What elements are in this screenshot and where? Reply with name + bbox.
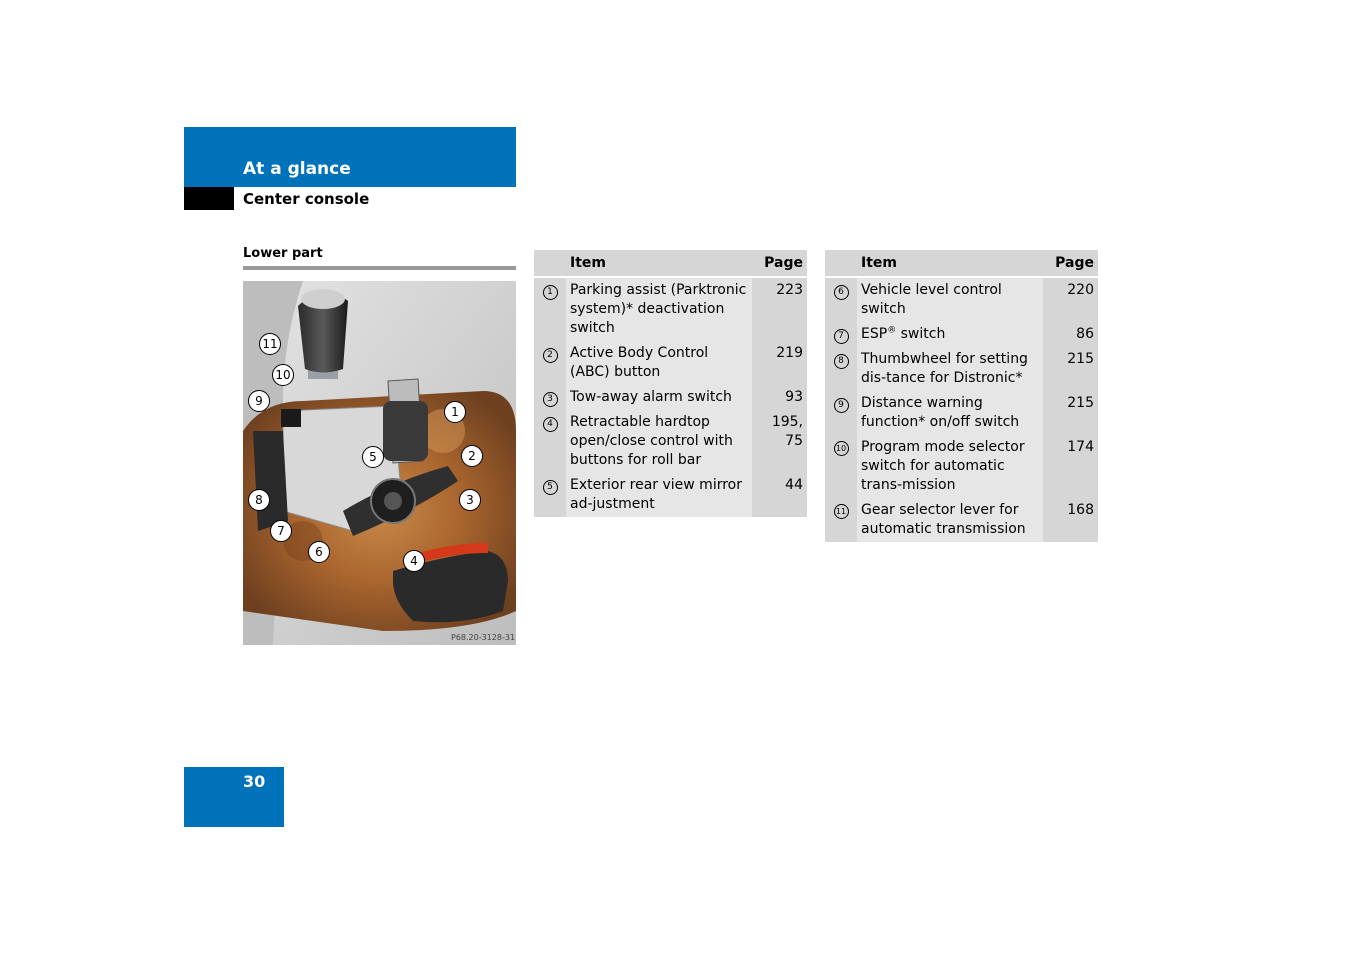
page-subtitle: Center console — [243, 190, 370, 208]
table-row — [825, 347, 1098, 391]
item-page: 93 — [752, 385, 807, 410]
items-table-left — [534, 250, 807, 517]
table-header-item: Item — [566, 250, 752, 277]
section-label: Lower part — [243, 246, 323, 261]
callout-2: 2 — [461, 443, 483, 467]
callout-10: 10 — [272, 362, 294, 386]
item-description: Vehicle level control switch — [857, 277, 1043, 322]
table-row — [825, 277, 1098, 322]
item-description: Tow-away alarm switch — [566, 385, 752, 410]
table-row — [825, 391, 1098, 435]
table-row — [825, 498, 1098, 542]
item-description: ESP® switch — [857, 322, 1043, 347]
item-description: Distance warning function* on/off switch — [857, 391, 1043, 435]
callout-8: 8 — [248, 487, 270, 511]
page-number: 30 — [243, 772, 266, 791]
table-header-num — [534, 250, 566, 277]
table-header-num — [825, 250, 857, 277]
section-divider — [243, 266, 516, 270]
table-row — [534, 385, 807, 410]
item-page: 174 — [1043, 435, 1098, 498]
table-header-item: Item — [857, 250, 1043, 277]
table-header-page: Page — [1043, 250, 1098, 277]
callout-5: 5 — [362, 444, 384, 468]
table-row — [825, 322, 1098, 347]
page-number-box — [184, 767, 284, 827]
center-console-photo — [243, 281, 516, 645]
callout-11: 11 — [259, 331, 281, 355]
item-description: Gear selector lever for automatic transmission — [857, 498, 1043, 542]
callout-7: 7 — [270, 518, 292, 542]
table-row — [534, 277, 807, 341]
callout-6: 6 — [308, 539, 330, 563]
item-page: 86 — [1043, 322, 1098, 347]
callout-4: 4 — [403, 548, 425, 572]
table-row — [534, 341, 807, 385]
table-row — [825, 435, 1098, 498]
item-description: Parking assist (Parktronic system)* deactivation switch — [566, 277, 752, 341]
page-title: At a glance — [243, 159, 351, 179]
table-header-page: Page — [752, 250, 807, 277]
item-page: 223 — [752, 277, 807, 341]
item-number: 6 — [834, 285, 849, 300]
item-number: 7 — [834, 329, 849, 344]
item-number: 3 — [543, 392, 558, 407]
item-page: 44 — [752, 473, 807, 517]
item-number: 11 — [834, 504, 849, 519]
item-page: 195, 75 — [752, 410, 807, 473]
item-number: 5 — [543, 480, 558, 495]
item-description: Active Body Control (ABC) button — [566, 341, 752, 385]
item-page: 219 — [752, 341, 807, 385]
item-page: 168 — [1043, 498, 1098, 542]
item-number: 10 — [834, 441, 849, 456]
item-number: 4 — [543, 417, 558, 432]
item-number: 2 — [543, 348, 558, 363]
item-number: 8 — [834, 354, 849, 369]
item-page: 215 — [1043, 391, 1098, 435]
item-description: Thumbwheel for setting dis-tance for Distronic* — [857, 347, 1043, 391]
item-description: Exterior rear view mirror ad-justment — [566, 473, 752, 517]
item-description: Program mode selector switch for automatic trans-mission — [857, 435, 1043, 498]
item-description: Retractable hardtop open/close control with buttons for roll bar — [566, 410, 752, 473]
figure-code: P68.20-3128-31 — [451, 633, 516, 642]
items-table-right — [825, 250, 1098, 542]
item-number: 9 — [834, 398, 849, 413]
table-row — [534, 473, 807, 517]
callout-9: 9 — [248, 388, 270, 412]
callout-3: 3 — [459, 487, 481, 511]
item-page: 220 — [1043, 277, 1098, 322]
table-row — [534, 410, 807, 473]
item-number: 1 — [543, 285, 558, 300]
callout-1: 1 — [444, 399, 466, 423]
section-tab-marker — [184, 187, 234, 210]
item-page: 215 — [1043, 347, 1098, 391]
